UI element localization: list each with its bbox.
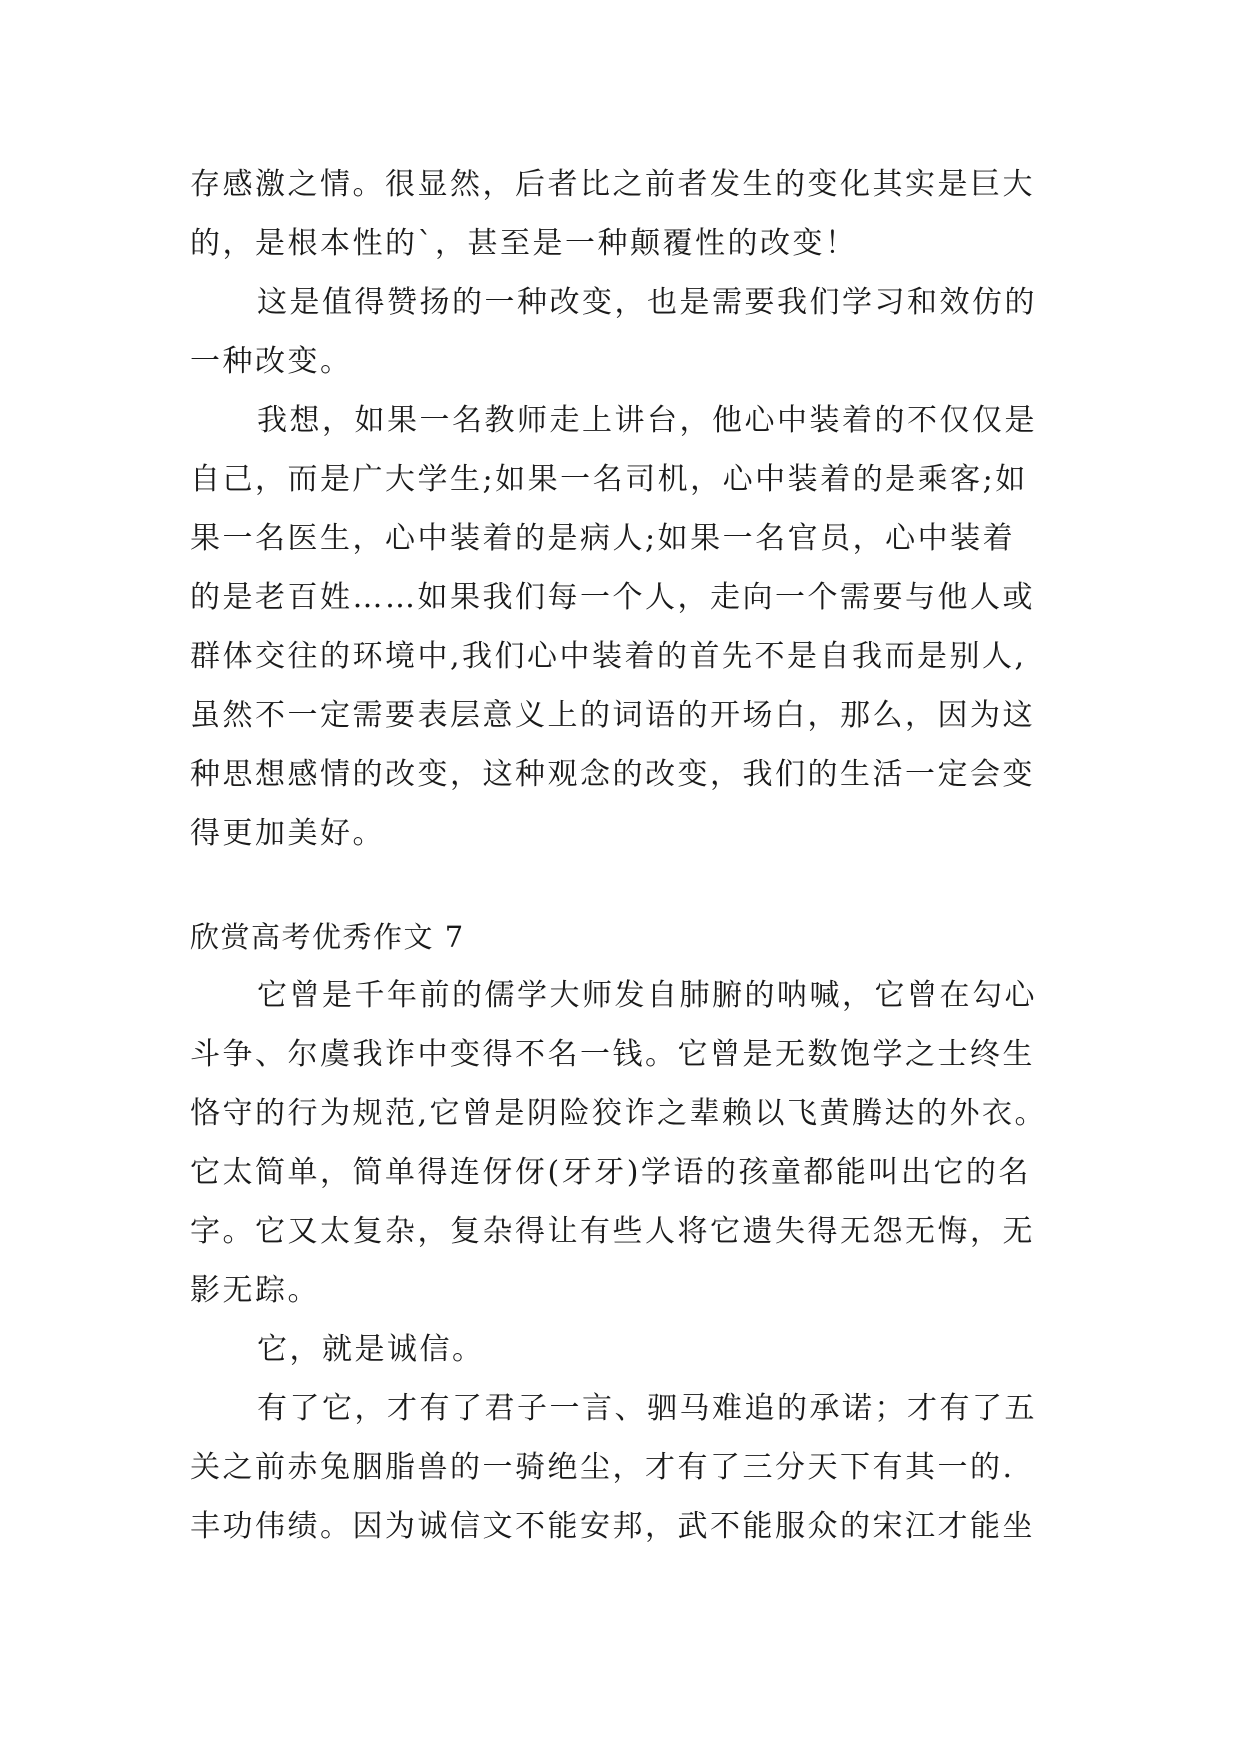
paragraph-line: 关之前赤兔胭脂兽的一骑绝尘，才有了三分天下有其一的. bbox=[190, 1450, 1015, 1485]
paragraph-line: 的是老百姓……如果我们每一个人，走向一个需要与他人或 bbox=[190, 580, 1035, 615]
paragraph-line: 恪守的行为规范,它曾是阴险狡诈之辈赖以飞黄腾达的外衣。 bbox=[190, 1096, 1048, 1131]
paragraph-line: 它，就是诚信。 bbox=[257, 1332, 485, 1367]
paragraph-line: 种思想感情的改变，这种观念的改变，我们的生活一定会变 bbox=[190, 757, 1035, 792]
paragraph-line: 它太简单，简单得连伢伢(牙牙)学语的孩童都能叫出它的名 bbox=[190, 1155, 1031, 1190]
paragraph-line: 丰功伟绩。因为诚信文不能安邦，武不能服众的宋江才能坐 bbox=[190, 1509, 1035, 1544]
paragraph-line: 字。它又太复杂，复杂得让有些人将它遗失得无怨无悔，无 bbox=[190, 1214, 1035, 1249]
paragraph-line: 得更加美好。 bbox=[190, 816, 385, 851]
paragraph-line: 有了它，才有了君子一言、驷马难追的承诺；才有了五 bbox=[257, 1391, 1037, 1426]
paragraph-line: 群体交往的环境中,我们心中装着的首先不是自我而是别人, bbox=[190, 639, 1027, 674]
paragraph-line: 存感激之情。很显然，后者比之前者发生的变化其实是巨大 bbox=[190, 167, 1035, 202]
paragraph-line: 斗争、尔虞我诈中变得不名一钱。它曾是无数饱学之士终生 bbox=[190, 1037, 1035, 1072]
paragraph-line: 这是值得赞扬的一种改变，也是需要我们学习和效仿的 bbox=[257, 285, 1037, 320]
paragraph-line: 自己，而是广大学生;如果一名司机，心中装着的是乘客;如 bbox=[190, 462, 1028, 497]
paragraph-line: 我想，如果一名教师走上讲台，他心中装着的不仅仅是 bbox=[257, 403, 1037, 438]
section-heading: 欣赏高考优秀作文 7 bbox=[190, 920, 465, 954]
paragraph-line: 果一名医生，心中装着的是病人;如果一名官员，心中装着 bbox=[190, 521, 1016, 556]
paragraph-line: 虽然不一定需要表层意义上的词语的开场白，那么，因为这 bbox=[190, 698, 1035, 733]
paragraph-line: 一种改变。 bbox=[190, 344, 353, 379]
paragraph-line: 它曾是千年前的儒学大师发自肺腑的呐喊，它曾在勾心 bbox=[257, 978, 1037, 1013]
paragraph-line: 影无踪。 bbox=[190, 1273, 320, 1308]
paragraph-line: 的，是根本性的`，甚至是一种颠覆性的改变！ bbox=[190, 226, 858, 261]
